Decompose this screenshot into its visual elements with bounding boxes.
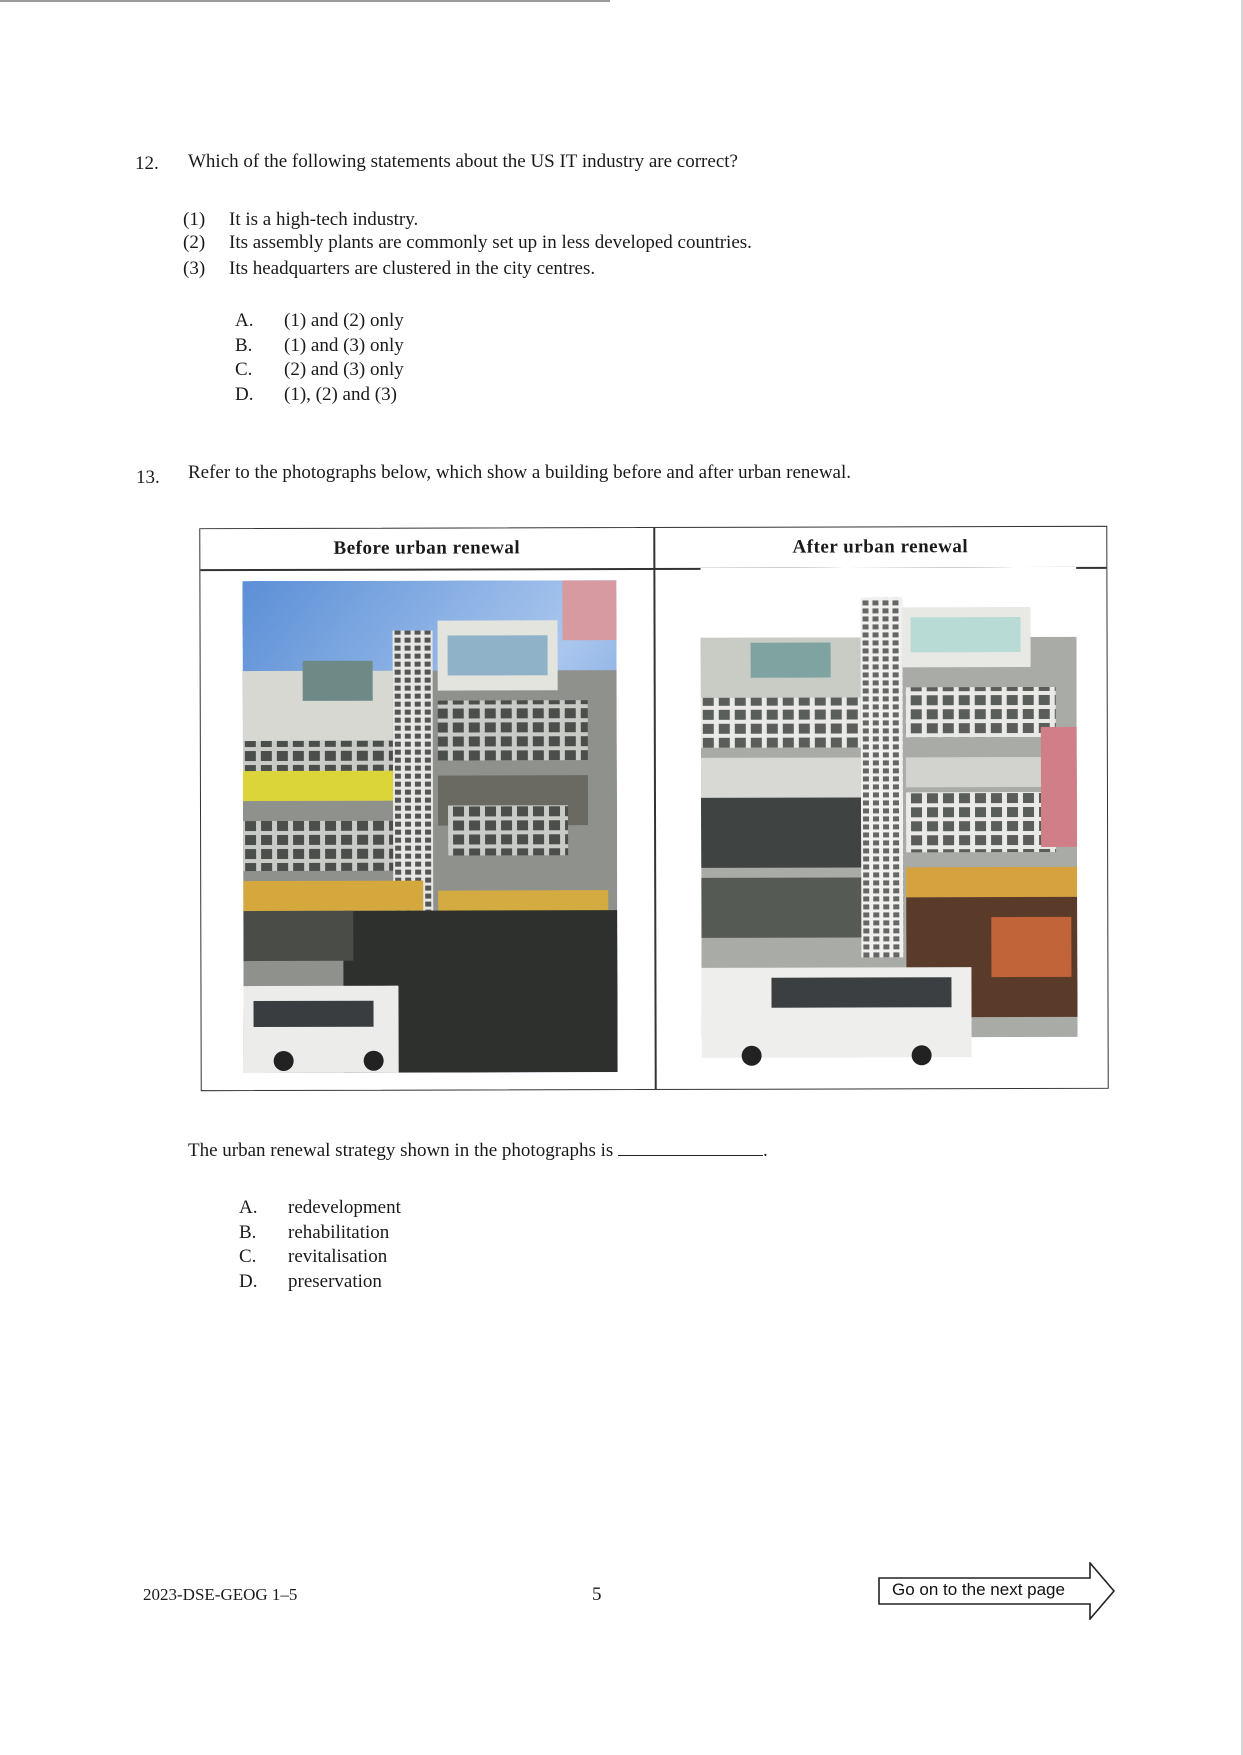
- answer-option[interactable]: [239, 1197, 401, 1219]
- answer-option[interactable]: [235, 359, 404, 381]
- option-letter: B.: [239, 1222, 257, 1243]
- answer-option[interactable]: [239, 1246, 387, 1268]
- next-page-label: Go on to the next page: [892, 1580, 1065, 1599]
- statement: [183, 258, 595, 280]
- statement-number: (2): [183, 232, 206, 253]
- option-letter: C.: [235, 359, 253, 380]
- stem-end: .: [763, 1140, 768, 1161]
- option-letter: B.: [235, 335, 253, 356]
- next-page-arrow[interactable]: [878, 1562, 1116, 1620]
- answer-option[interactable]: [235, 310, 404, 332]
- question-text: Refer to the photographs below, which show a building before and after urban renewal.: [188, 462, 852, 483]
- page-number: 5: [592, 1584, 602, 1605]
- after-header: After urban renewal: [792, 536, 969, 558]
- statement: [183, 209, 418, 231]
- option-text: redevelopment: [288, 1197, 401, 1218]
- option-text: (2) and (3) only: [284, 359, 404, 380]
- question-stem: [188, 1140, 768, 1162]
- option-text: revitalisation: [288, 1246, 388, 1267]
- answer-option[interactable]: [235, 335, 404, 357]
- option-letter: C.: [239, 1246, 257, 1267]
- column-divider: [653, 528, 656, 1089]
- photo-comparison-table: [199, 526, 1108, 1091]
- statement-number: (1): [183, 209, 206, 230]
- statement-number: (3): [183, 258, 206, 279]
- answer-option[interactable]: [239, 1271, 382, 1293]
- statement-text: Its assembly plants are commonly set up in less developed countries.: [229, 232, 752, 253]
- statement-text: It is a high-tech industry.: [229, 209, 419, 230]
- question-number: 12.: [135, 153, 159, 174]
- before-header: Before urban renewal: [333, 537, 521, 559]
- stem-text: The urban renewal strategy shown in the photographs is: [188, 1140, 614, 1161]
- before-photo: [242, 580, 617, 1073]
- question-number: 13.: [136, 467, 160, 488]
- option-text: (1) and (2) only: [284, 310, 404, 331]
- option-text: rehabilitation: [288, 1222, 390, 1243]
- scan-edge: [0, 0, 610, 2]
- statement: [183, 232, 752, 254]
- after-photo: [700, 567, 1077, 1068]
- option-letter: A.: [239, 1197, 258, 1218]
- option-text: (1) and (3) only: [284, 335, 404, 356]
- answer-option[interactable]: [235, 384, 397, 406]
- option-letter: A.: [235, 310, 254, 331]
- answer-blank: [618, 1141, 763, 1156]
- statement-text: Its headquarters are clustered in the city centres.: [229, 258, 596, 279]
- option-text: preservation: [288, 1271, 382, 1292]
- option-letter: D.: [239, 1271, 258, 1292]
- question-text: Which of the following statements about the US IT industry are correct?: [188, 151, 738, 172]
- option-letter: D.: [235, 384, 254, 405]
- paper-code: 2023-DSE-GEOG 1–5: [143, 1585, 298, 1604]
- option-text: (1), (2) and (3): [284, 384, 397, 405]
- answer-option[interactable]: [239, 1222, 389, 1244]
